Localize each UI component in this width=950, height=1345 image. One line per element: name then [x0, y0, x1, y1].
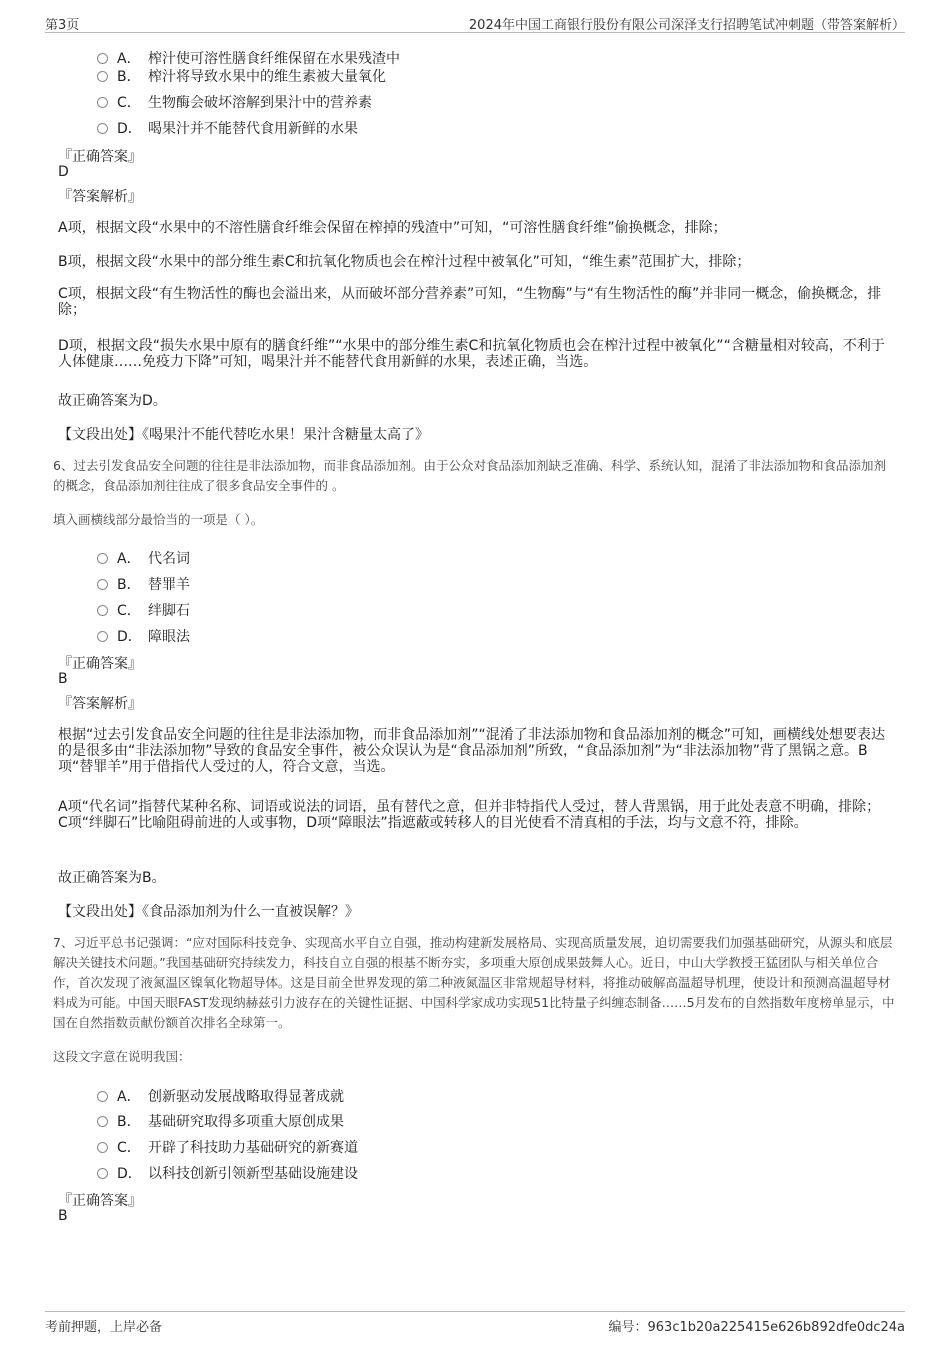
- q5-conclusion: 故正确答案为D。: [58, 393, 167, 409]
- q6-analysis-1: 根据“过去引发食品安全问题的往往是非法添加物，而非食品添加剂”“混淆了非法添加物和食品添加剂的概念”可知，画横线处想要表达的是很多由“非法添加物”导致的食品安全事件，被公众误认为是“食品添加剂”所致，“食品添加剂”为“非法添加物”背了黑锅之意。B项“替罪羊”用于借指代人受过的人，符合文意，当选。: [58, 727, 886, 775]
- q6-analysis-2: A项“代名词”指替代某种名称、词语或说法的词语，虽有替代之意，但并非特指代人受过，替人背黑锅，用于此处表意不明确，排除；C项“绊脚石”比喻阻碍前进的人或事物，D项“障眼法”指遮蔽或转移人的目光使看不清真相的手法，均与文意不符，排除。: [58, 799, 881, 831]
- q5-answer: D: [58, 164, 69, 180]
- q6-source: 【文段出处】《食品添加剂为什么一直被误解？》: [58, 904, 359, 920]
- radio-icon[interactable]: [97, 579, 108, 590]
- q7-option-a[interactable]: A． 创新驱动发展战略取得显著成就: [97, 1086, 344, 1106]
- page-number: 第3页: [45, 18, 80, 33]
- q7-stem: 7、习近平总书记强调：“应对国际科技竞争、实现高水平自立自强，推动构建新发展格局、实现高质量发展，迫切需要我们加强基础研究，从源头和底层解决关键技术问题。”我国基础研究持续发力，科技自立自强的根基不断夯实，多项重大原创成果鼓舞人心。近日，中山大学教授王猛团队与相关单位合作，首次发现了液氮温区镍氧化物超导体。这是目前全世界发现的第二种液氮温区非常规超导材料，将推动破解高温超导机理，使设计和预测高温超导材料成为可能。中国天眼FAST发现纳赫兹引力波存在的关键性证据、中国科学家成功实现51比特量子纠缠态制备……5月发布的自然指数年度榜单显示，中国在自然指数贡献份额首次排名全球第一。: [53, 935, 895, 1030]
- radio-icon[interactable]: [97, 53, 108, 64]
- q7-option-d[interactable]: D． 以科技创新引领新型基础设施建设: [97, 1163, 358, 1183]
- q5-analysis-b: B项，根据文段“水果中的部分维生素C和抗氧化物质也会在榨汁过程中被氧化”可知，“维生素”范围扩大，排除；: [58, 254, 751, 270]
- q5-option-d[interactable]: D． 喝果汁并不能替代食用新鲜的水果: [97, 118, 358, 138]
- q5-analysis-d: D项，根据文段“损失水果中原有的膳食纤维”“水果中的部分维生素C和抗氧化物质也会在榨汁过程中被氧化”“含糖量相对较高，不利于人体健康……免疫力下降”可知，喝果汁并不能替代食用新鲜的水果，表述正确，当选。: [58, 338, 885, 370]
- q5-option-c[interactable]: C． 生物酶会破坏溶解到果汁中的营养素: [97, 92, 372, 112]
- radio-icon[interactable]: [97, 1116, 108, 1127]
- q7-answer: B: [58, 1208, 68, 1224]
- document-title: 2024年中国工商银行股份有限公司深泽支行招聘笔试冲刺题（带答案解析）: [468, 18, 905, 33]
- radio-icon[interactable]: [97, 605, 108, 616]
- radio-icon[interactable]: [97, 1142, 108, 1153]
- radio-icon[interactable]: [97, 631, 108, 642]
- q5-option-b[interactable]: B． 榨汁将导致水果中的维生素被大量氧化: [97, 66, 386, 86]
- q5-analysis-label: 『答案解析』: [58, 189, 142, 205]
- q7-answer-label: 『正确答案』: [58, 1193, 142, 1209]
- q7-prompt: 这段文字意在说明我国：: [53, 1049, 191, 1064]
- radio-icon[interactable]: [97, 553, 108, 564]
- radio-icon[interactable]: [97, 1091, 108, 1102]
- q6-option-a[interactable]: A． 代名词: [97, 548, 190, 568]
- q6-option-d[interactable]: D． 障眼法: [97, 626, 190, 646]
- q5-analysis-c: C项，根据文段“有生物活性的酶也会溢出来，从而破坏部分营养素”可知，“生物酶”与“有生物活性的酶”并非同一概念，偷换概念，排除；: [58, 286, 882, 318]
- footer-slogan: 考前押题，上岸必备: [45, 1320, 163, 1335]
- q7-option-b[interactable]: B． 基础研究取得多项重大原创成果: [97, 1111, 344, 1131]
- q5-option-a[interactable]: A． 榨汁使可溶性膳食纤维保留在水果残渣中: [97, 48, 400, 68]
- q6-answer-label: 『正确答案』: [58, 656, 142, 672]
- q6-stem: 6、过去引发食品安全问题的往往是非法添加物，而非食品添加剂。由于公众对食品添加剂缺乏准确、科学、系统认知，混淆了非法添加物和食品添加剂的概念，食品添加剂往往成了很多食品安全事件的 。: [53, 458, 886, 493]
- document-id: 编号：963c1b20a225415e626b892dfe0dc24a: [608, 1320, 905, 1335]
- q5-analysis-a: A项，根据文段“水果中的不溶性膳食纤维会保留在榨掉的残渣中”可知，“可溶性膳食纤维”偷换概念，排除；: [58, 220, 727, 236]
- radio-icon[interactable]: [97, 71, 108, 82]
- q6-option-c[interactable]: C． 绊脚石: [97, 600, 190, 620]
- page-header: [45, 12, 905, 33]
- q6-prompt: 填入画横线部分最恰当的一项是（ ）。: [53, 512, 264, 527]
- q6-conclusion: 故正确答案为B。: [58, 870, 166, 886]
- q5-source: 【文段出处】《喝果汁不能代替吃水果！果汁含糖量太高了》: [58, 427, 429, 443]
- radio-icon[interactable]: [97, 1168, 108, 1179]
- q5-answer-label: 『正确答案』: [58, 149, 142, 165]
- q6-analysis-label: 『答案解析』: [58, 696, 142, 712]
- q7-option-c[interactable]: C． 开辟了科技助力基础研究的新赛道: [97, 1137, 358, 1157]
- q6-answer: B: [58, 671, 68, 687]
- radio-icon[interactable]: [97, 97, 108, 108]
- page-footer: [45, 1311, 905, 1336]
- q6-option-b[interactable]: B． 替罪羊: [97, 574, 190, 594]
- radio-icon[interactable]: [97, 123, 108, 134]
